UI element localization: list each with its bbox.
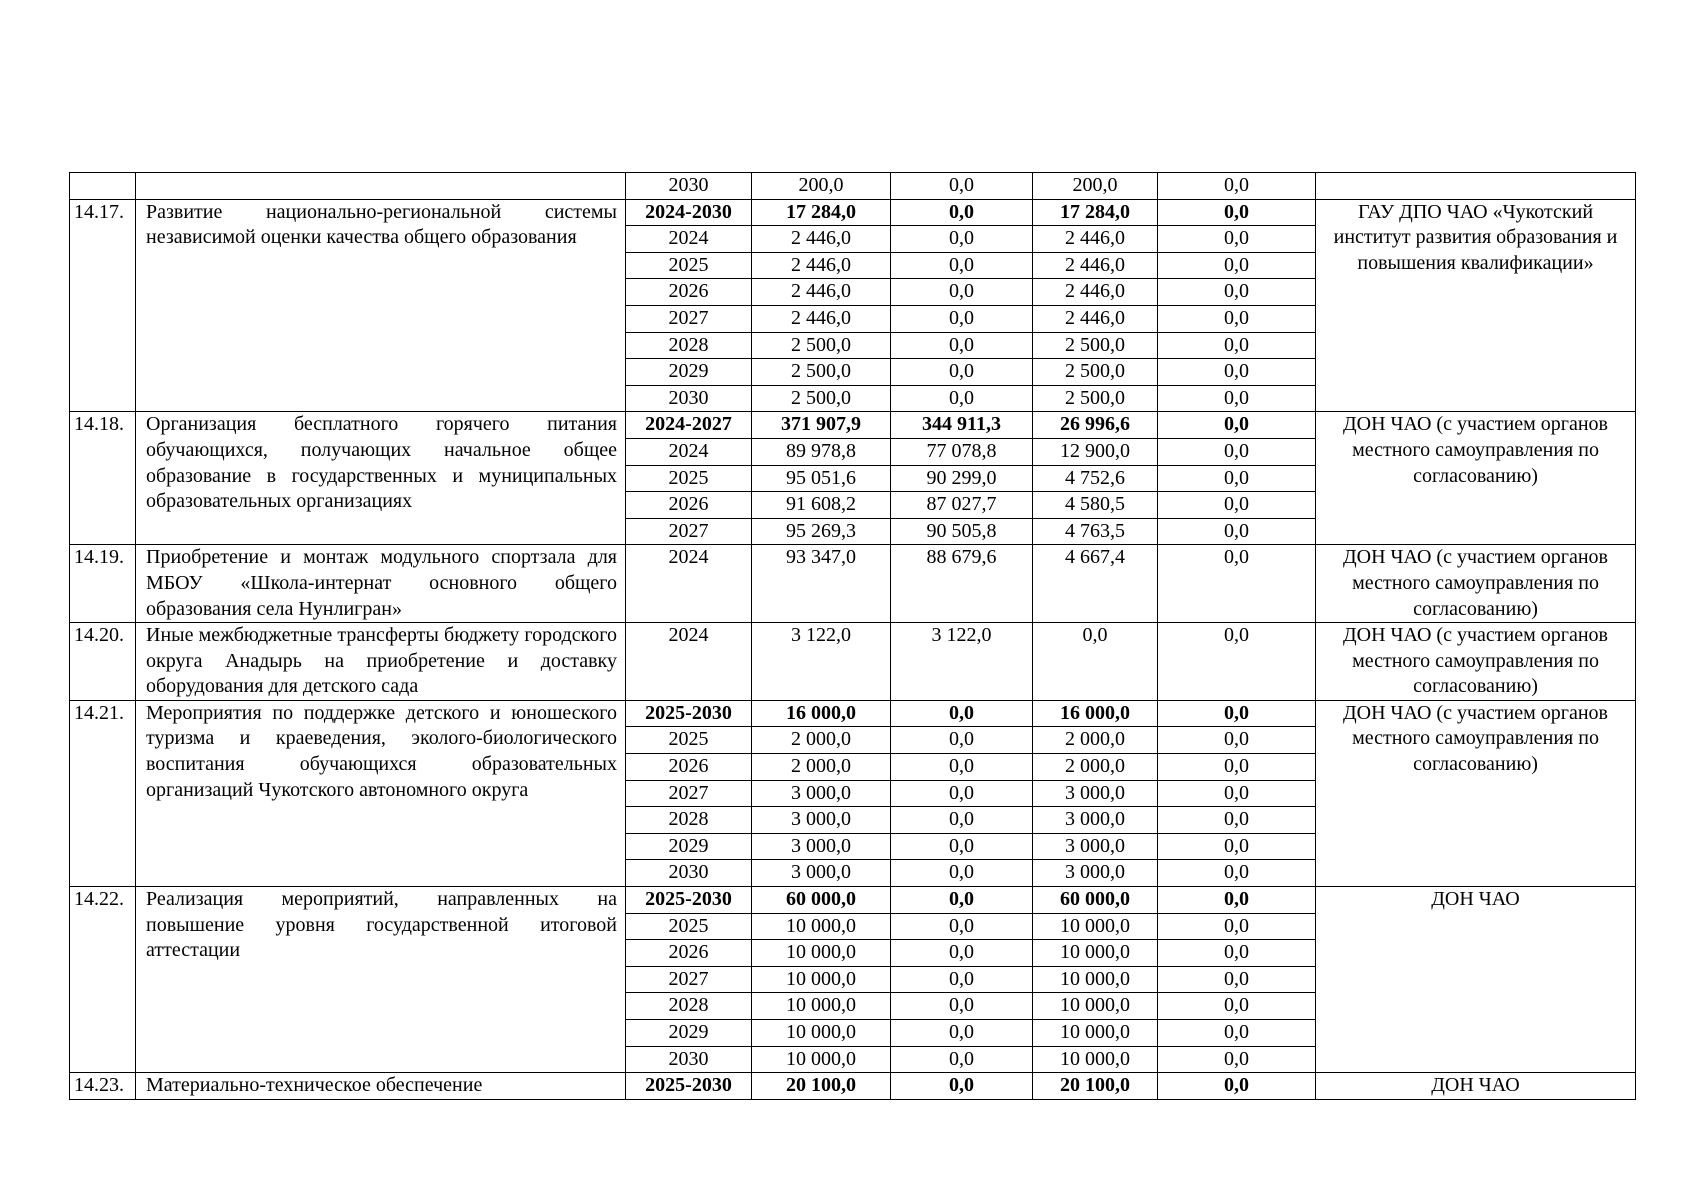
total-cell: 93 347,0 <box>752 545 891 623</box>
other-cell: 0,0 <box>1158 279 1316 306</box>
period-cell: 2029 <box>626 833 752 860</box>
regional-cell: 17 284,0 <box>1033 199 1158 226</box>
regional-cell: 10 000,0 <box>1033 966 1158 993</box>
federal-cell: 0,0 <box>891 1020 1033 1047</box>
other-cell: 0,0 <box>1158 807 1316 834</box>
period-cell: 2027 <box>626 518 752 545</box>
other-cell: 0,0 <box>1158 993 1316 1020</box>
period-cell: 2030 <box>626 385 752 412</box>
item-name: Мероприятия по поддержке детского и юношеского туризма и краеведения, эколого-биологического воспитания обучающихся образовательных организаций Чукотского автономного округа <box>136 700 626 886</box>
total-cell: 95 051,6 <box>752 465 891 492</box>
period-cell: 2030 <box>626 1046 752 1073</box>
federal-cell: 0,0 <box>891 754 1033 781</box>
total-cell: 91 608,2 <box>752 492 891 519</box>
federal-cell: 0,0 <box>891 940 1033 967</box>
total-cell: 10 000,0 <box>752 966 891 993</box>
total-cell: 10 000,0 <box>752 1046 891 1073</box>
total-cell: 95 269,3 <box>752 518 891 545</box>
responsible-executor: ГАУ ДПО ЧАО «Чукотский институт развития образования и повышения квалификации» <box>1316 199 1636 412</box>
other-cell: 0,0 <box>1158 860 1316 887</box>
item-number: 14.20. <box>70 623 136 701</box>
other-cell: 0,0 <box>1158 385 1316 412</box>
total-cell: 3 000,0 <box>752 807 891 834</box>
federal-cell: 0,0 <box>891 252 1033 279</box>
item-name: Организация бесплатного горячего питания обучающихся, получающих начальное общее образование в государственных и муниципальных образовательных организациях <box>136 412 626 545</box>
total-cell: 2 446,0 <box>752 305 891 332</box>
responsible-executor: ДОН ЧАО <box>1316 887 1636 1073</box>
regional-cell: 4 752,6 <box>1033 465 1158 492</box>
federal-cell: 87 027,7 <box>891 492 1033 519</box>
item-name: Развитие национально-региональной системы независимой оценки качества общего образования <box>136 199 626 412</box>
total-cell: 60 000,0 <box>752 887 891 914</box>
federal-cell: 0,0 <box>891 966 1033 993</box>
other-cell: 0,0 <box>1158 412 1316 439</box>
other-cell: 0,0 <box>1158 887 1316 914</box>
period-cell: 2025-2030 <box>626 1073 752 1100</box>
total-cell: 2 446,0 <box>752 226 891 253</box>
federal-cell: 0,0 <box>891 727 1033 754</box>
period-cell: 2029 <box>626 359 752 386</box>
period-cell: 2025 <box>626 252 752 279</box>
regional-cell: 10 000,0 <box>1033 1020 1158 1047</box>
regional-cell: 3 000,0 <box>1033 833 1158 860</box>
period-cell: 2024 <box>626 438 752 465</box>
period-cell: 2028 <box>626 332 752 359</box>
period-cell: 2025-2030 <box>626 887 752 914</box>
item-name <box>136 173 626 200</box>
total-cell: 2 446,0 <box>752 252 891 279</box>
regional-cell: 10 000,0 <box>1033 940 1158 967</box>
federal-cell: 0,0 <box>891 385 1033 412</box>
regional-cell: 3 000,0 <box>1033 807 1158 834</box>
table-row <box>70 700 1636 727</box>
other-cell: 0,0 <box>1158 780 1316 807</box>
period-cell: 2025 <box>626 913 752 940</box>
regional-cell: 4 580,5 <box>1033 492 1158 519</box>
total-cell: 89 978,8 <box>752 438 891 465</box>
table-row <box>70 623 1636 701</box>
regional-cell: 2 446,0 <box>1033 226 1158 253</box>
period-cell: 2026 <box>626 940 752 967</box>
other-cell: 0,0 <box>1158 226 1316 253</box>
regional-cell: 2 446,0 <box>1033 279 1158 306</box>
regional-cell: 20 100,0 <box>1033 1073 1158 1100</box>
other-cell: 0,0 <box>1158 940 1316 967</box>
federal-cell: 0,0 <box>891 887 1033 914</box>
federal-cell: 0,0 <box>891 860 1033 887</box>
other-cell: 0,0 <box>1158 727 1316 754</box>
total-cell: 16 000,0 <box>752 700 891 727</box>
federal-cell: 0,0 <box>891 226 1033 253</box>
responsible-executor: ДОН ЧАО (с участием органов местного самоуправления по согласованию) <box>1316 623 1636 701</box>
total-cell: 2 446,0 <box>752 279 891 306</box>
regional-cell: 2 500,0 <box>1033 385 1158 412</box>
total-cell: 10 000,0 <box>752 940 891 967</box>
other-cell: 0,0 <box>1158 754 1316 781</box>
item-number: 14.23. <box>70 1073 136 1100</box>
regional-cell: 4 667,4 <box>1033 545 1158 623</box>
responsible-executor: ДОН ЧАО (с участием органов местного самоуправления по согласованию) <box>1316 545 1636 623</box>
regional-cell: 4 763,5 <box>1033 518 1158 545</box>
federal-cell: 0,0 <box>891 1046 1033 1073</box>
other-cell: 0,0 <box>1158 305 1316 332</box>
table-row <box>70 173 1636 200</box>
total-cell: 200,0 <box>752 173 891 200</box>
federal-cell: 0,0 <box>891 199 1033 226</box>
period-cell: 2025-2030 <box>626 700 752 727</box>
responsible-executor: ДОН ЧАО (с участием органов местного самоуправления по согласованию) <box>1316 412 1636 545</box>
other-cell: 0,0 <box>1158 623 1316 701</box>
responsible-executor: ДОН ЧАО <box>1316 1073 1636 1100</box>
total-cell: 3 000,0 <box>752 780 891 807</box>
federal-cell: 0,0 <box>891 807 1033 834</box>
total-cell: 20 100,0 <box>752 1073 891 1100</box>
period-cell: 2024 <box>626 226 752 253</box>
regional-cell: 60 000,0 <box>1033 887 1158 914</box>
total-cell: 10 000,0 <box>752 913 891 940</box>
regional-cell: 10 000,0 <box>1033 1046 1158 1073</box>
total-cell: 3 000,0 <box>752 833 891 860</box>
period-cell: 2025 <box>626 465 752 492</box>
federal-cell: 0,0 <box>891 780 1033 807</box>
regional-cell: 2 000,0 <box>1033 727 1158 754</box>
table-row <box>70 199 1636 226</box>
other-cell: 0,0 <box>1158 199 1316 226</box>
period-cell: 2024-2030 <box>626 199 752 226</box>
total-cell: 17 284,0 <box>752 199 891 226</box>
regional-cell: 2 500,0 <box>1033 332 1158 359</box>
period-cell: 2025 <box>626 727 752 754</box>
federal-cell: 0,0 <box>891 173 1033 200</box>
federal-cell: 3 122,0 <box>891 623 1033 701</box>
federal-cell: 90 299,0 <box>891 465 1033 492</box>
regional-cell: 200,0 <box>1033 173 1158 200</box>
period-cell: 2030 <box>626 173 752 200</box>
regional-cell: 2 446,0 <box>1033 305 1158 332</box>
item-name: Иные межбюджетные трансферты бюджету городского округа Анадырь на приобретение и доставку оборудования для детского сада <box>136 623 626 701</box>
other-cell: 0,0 <box>1158 545 1316 623</box>
regional-cell: 10 000,0 <box>1033 993 1158 1020</box>
total-cell: 10 000,0 <box>752 993 891 1020</box>
period-cell: 2026 <box>626 492 752 519</box>
period-cell: 2030 <box>626 860 752 887</box>
federal-cell: 0,0 <box>891 305 1033 332</box>
period-cell: 2029 <box>626 1020 752 1047</box>
item-name: Приобретение и монтаж модульного спортзала для МБОУ «Школа-интернат основного общего образования села Нунлигран» <box>136 545 626 623</box>
other-cell: 0,0 <box>1158 966 1316 993</box>
federal-cell: 88 679,6 <box>891 545 1033 623</box>
other-cell: 0,0 <box>1158 359 1316 386</box>
item-number <box>70 173 136 200</box>
federal-cell: 0,0 <box>891 993 1033 1020</box>
item-number: 14.22. <box>70 887 136 1073</box>
total-cell: 10 000,0 <box>752 1020 891 1047</box>
other-cell: 0,0 <box>1158 252 1316 279</box>
other-cell: 0,0 <box>1158 700 1316 727</box>
federal-cell: 0,0 <box>891 332 1033 359</box>
funding-table <box>69 172 1636 1100</box>
period-cell: 2024 <box>626 545 752 623</box>
regional-cell: 2 500,0 <box>1033 359 1158 386</box>
period-cell: 2028 <box>626 993 752 1020</box>
period-cell: 2027 <box>626 780 752 807</box>
total-cell: 2 000,0 <box>752 754 891 781</box>
regional-cell: 3 000,0 <box>1033 860 1158 887</box>
regional-cell: 26 996,6 <box>1033 412 1158 439</box>
total-cell: 2 000,0 <box>752 727 891 754</box>
item-number: 14.17. <box>70 199 136 412</box>
federal-cell: 0,0 <box>891 1073 1033 1100</box>
item-number: 14.18. <box>70 412 136 545</box>
period-cell: 2024-2027 <box>626 412 752 439</box>
total-cell: 3 000,0 <box>752 860 891 887</box>
table-row <box>70 887 1636 914</box>
regional-cell: 0,0 <box>1033 623 1158 701</box>
other-cell: 0,0 <box>1158 833 1316 860</box>
period-cell: 2027 <box>626 966 752 993</box>
other-cell: 0,0 <box>1158 913 1316 940</box>
regional-cell: 2 446,0 <box>1033 252 1158 279</box>
responsible-executor <box>1316 173 1636 200</box>
period-cell: 2027 <box>626 305 752 332</box>
regional-cell: 16 000,0 <box>1033 700 1158 727</box>
item-name: Реализация мероприятий, направленных на повышение уровня государственной итоговой аттестации <box>136 887 626 1073</box>
federal-cell: 0,0 <box>891 359 1033 386</box>
table-row <box>70 1073 1636 1100</box>
regional-cell: 3 000,0 <box>1033 780 1158 807</box>
other-cell: 0,0 <box>1158 1020 1316 1047</box>
other-cell: 0,0 <box>1158 518 1316 545</box>
federal-cell: 77 078,8 <box>891 438 1033 465</box>
federal-cell: 0,0 <box>891 279 1033 306</box>
total-cell: 371 907,9 <box>752 412 891 439</box>
period-cell: 2026 <box>626 754 752 781</box>
period-cell: 2024 <box>626 623 752 701</box>
regional-cell: 12 900,0 <box>1033 438 1158 465</box>
other-cell: 0,0 <box>1158 465 1316 492</box>
total-cell: 2 500,0 <box>752 359 891 386</box>
table-row <box>70 545 1636 623</box>
other-cell: 0,0 <box>1158 438 1316 465</box>
table-row <box>70 412 1636 439</box>
total-cell: 3 122,0 <box>752 623 891 701</box>
federal-cell: 0,0 <box>891 913 1033 940</box>
period-cell: 2026 <box>626 279 752 306</box>
item-number: 14.19. <box>70 545 136 623</box>
other-cell: 0,0 <box>1158 1046 1316 1073</box>
responsible-executor: ДОН ЧАО (с участием органов местного самоуправления по согласованию) <box>1316 700 1636 886</box>
other-cell: 0,0 <box>1158 173 1316 200</box>
federal-cell: 0,0 <box>891 833 1033 860</box>
total-cell: 2 500,0 <box>752 332 891 359</box>
total-cell: 2 500,0 <box>752 385 891 412</box>
other-cell: 0,0 <box>1158 492 1316 519</box>
item-name: Материально-техническое обеспечение <box>136 1073 626 1100</box>
federal-cell: 0,0 <box>891 700 1033 727</box>
item-number: 14.21. <box>70 700 136 886</box>
federal-cell: 344 911,3 <box>891 412 1033 439</box>
other-cell: 0,0 <box>1158 332 1316 359</box>
regional-cell: 2 000,0 <box>1033 754 1158 781</box>
period-cell: 2028 <box>626 807 752 834</box>
federal-cell: 90 505,8 <box>891 518 1033 545</box>
other-cell: 0,0 <box>1158 1073 1316 1100</box>
regional-cell: 10 000,0 <box>1033 913 1158 940</box>
